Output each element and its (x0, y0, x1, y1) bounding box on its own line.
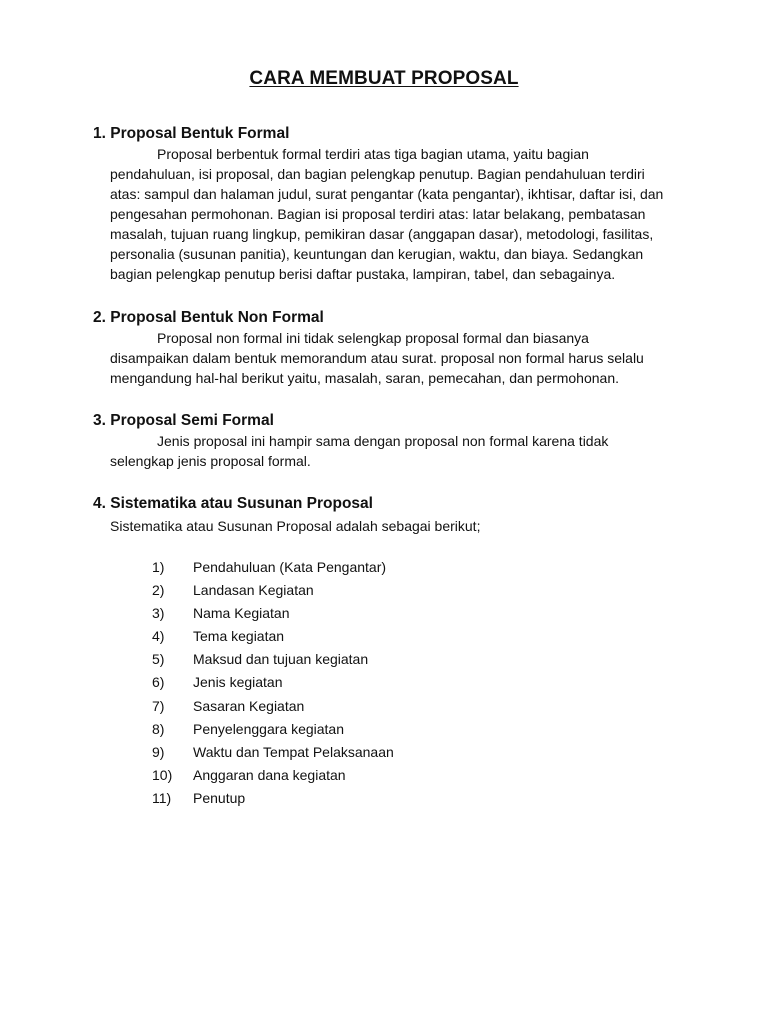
list-item (152, 579, 394, 602)
list-item (152, 556, 394, 579)
list-number: 3) (152, 605, 165, 622)
list-number: 2) (152, 582, 165, 599)
list-text: Pendahuluan (Kata Pengantar) (193, 559, 387, 575)
list-number: 1) (152, 559, 165, 575)
list-item (152, 787, 394, 810)
section-formal (93, 124, 693, 284)
list-text: Landasan Kegiatan (193, 582, 314, 599)
sistematika-list (152, 556, 394, 810)
section-heading: 1. Proposal Bentuk Formal (93, 125, 290, 142)
list-text: Penyelenggara kegiatan (193, 720, 345, 737)
section-body: Proposal non formal ini tidak selengkap proposal formal dan biasanya disampaikan dalam bentuk memorandum atau surat. proposal non formal harus selalu mengandung hal-hal berikut yaitu, masalah, saran, pemecahan, dan permohonan. (110, 330, 644, 386)
list-number: 5) (152, 651, 165, 668)
list-text: Nama Kegiatan (193, 605, 290, 622)
list-number: 9) (152, 743, 165, 760)
section-non-formal (93, 308, 693, 388)
list-item (152, 625, 394, 648)
list-number: 4) (152, 628, 165, 645)
list-item (152, 695, 394, 718)
list-item (152, 764, 394, 787)
section-heading: 3. Proposal Semi Formal (93, 412, 274, 429)
list-number: 8) (152, 720, 165, 737)
list-text: Tema kegiatan (193, 628, 285, 645)
list-item (152, 671, 394, 694)
section-heading: 4. Sistematika atau Susunan Proposal (93, 495, 373, 512)
list-number: 6) (152, 674, 165, 691)
section-heading: 2. Proposal Bentuk Non Formal (93, 309, 324, 326)
list-item (152, 648, 394, 671)
list-text: Waktu dan Tempat Pelaksanaan (193, 743, 394, 760)
section-sistematika (93, 494, 693, 536)
document-title: CARA MEMBUAT PROPOSAL (249, 68, 519, 89)
list-number: 11) (152, 789, 172, 806)
list-text: Sasaran Kegiatan (193, 697, 305, 714)
list-text: Jenis kegiatan (193, 674, 283, 691)
list-item (152, 602, 394, 625)
list-item (152, 718, 394, 741)
list-number: 10) (152, 766, 173, 783)
section-intro: Sistematika atau Susunan Proposal adalah sebagai berikut; (110, 518, 481, 534)
section-body: Proposal berbentuk formal terdiri atas tiga bagian utama, yaitu bagian pendahuluan, isi proposal, dan bagian pelengkap penutup. Bagian pendahuluan terdiri atas: sampul dan halaman judul, surat pengantar (kata pengantar), ikhtisar, daftar isi, dan pengesahan permohonan. Bagian isi proposal terdiri atas: latar belakang, pembatasan masalah, tujuan ruang lingkup, pemikiran dasar (anggapan dasar), metodologi, fasilitas, personalia (susunan panitia), keuntungan dan kerugian, waktu, dan biaya. Sedangkan bagian pelengkap penutup berisi daftar pustaka, lampiran, tabel, dan sebagainya. (110, 146, 664, 282)
list-item (152, 741, 394, 764)
list-number: 7) (152, 697, 165, 714)
section-body: Jenis proposal ini hampir sama dengan proposal non formal karena tidak selengkap jenis proposal formal. (110, 433, 609, 469)
list-text: Anggaran dana kegiatan (193, 766, 346, 783)
list-text: Penutup (193, 789, 246, 806)
list-text: Maksud dan tujuan kegiatan (193, 651, 369, 668)
section-semi-formal (93, 411, 693, 471)
